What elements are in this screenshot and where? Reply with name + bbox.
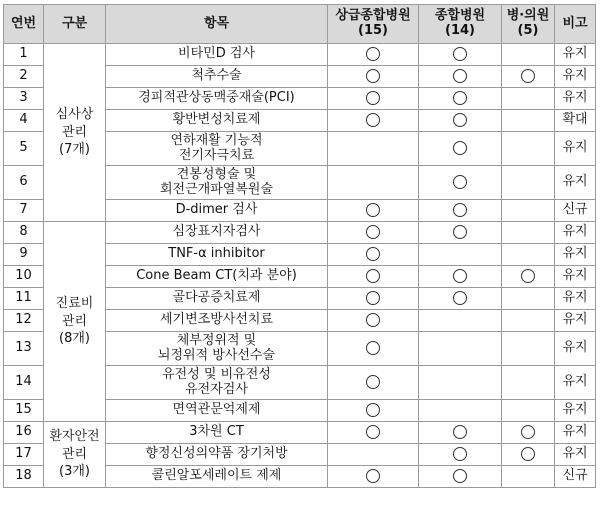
clinic-mark-cell — [502, 222, 555, 244]
item-label: 심장표지자검사 — [172, 224, 261, 240]
row-number: 14 — [4, 366, 44, 400]
circle-mark-icon — [453, 175, 467, 189]
table-row — [4, 222, 596, 244]
note-cell: 유지 — [555, 88, 596, 110]
item-label: 척추수술 — [191, 68, 242, 84]
clinic-mark-cell — [502, 466, 555, 488]
note-cell: 유지 — [555, 132, 596, 166]
note-cell: 신규 — [555, 466, 596, 488]
circle-mark-icon — [366, 291, 380, 305]
item-label: 유전성 및 비유전성 — [162, 366, 271, 382]
header-tertiary-hospital — [328, 5, 419, 44]
tertiary-mark-cell — [328, 444, 419, 466]
row-number: 2 — [4, 66, 44, 88]
tertiary-mark-cell — [328, 288, 419, 310]
circle-mark-icon — [366, 269, 380, 283]
item-label: 비타민D 검사 — [178, 46, 255, 62]
item-label: 골다공증치료제 — [172, 290, 261, 306]
row-number: 7 — [4, 200, 44, 222]
item-label: 세기변조방사선치료 — [159, 312, 274, 328]
circle-mark-icon — [366, 313, 380, 327]
item-cell — [106, 66, 328, 88]
category-label: 관리 — [61, 446, 88, 462]
item-cell — [106, 310, 328, 332]
clinic-mark-cell — [502, 66, 555, 88]
clinic-mark-cell — [502, 44, 555, 66]
general-mark-cell — [419, 444, 502, 466]
note-cell: 유지 — [555, 66, 596, 88]
circle-mark-icon — [366, 69, 380, 83]
row-number: 15 — [4, 400, 44, 422]
item-cell — [106, 366, 328, 400]
circle-mark-icon — [453, 113, 467, 127]
general-mark-cell — [419, 288, 502, 310]
table-row — [4, 44, 596, 66]
clinic-mark-cell — [502, 310, 555, 332]
category-cell — [44, 422, 106, 488]
tertiary-mark-cell — [328, 422, 419, 444]
tertiary-mark-cell — [328, 466, 419, 488]
header-no: 연번 — [4, 5, 44, 44]
general-mark-cell — [419, 366, 502, 400]
header-row — [4, 5, 596, 44]
header-item: 항목 — [106, 5, 328, 44]
header-note: 비고 — [555, 5, 596, 44]
circle-mark-icon — [453, 269, 467, 283]
tertiary-mark-cell — [328, 110, 419, 132]
table-body — [4, 44, 596, 488]
clinic-mark-cell — [502, 110, 555, 132]
header-clinic — [502, 5, 555, 44]
circle-mark-icon — [366, 225, 380, 239]
tertiary-mark-cell — [328, 266, 419, 288]
row-number: 1 — [4, 44, 44, 66]
note-cell: 유지 — [555, 366, 596, 400]
category-label: 환자안전 — [49, 429, 100, 445]
note-cell: 유지 — [555, 332, 596, 366]
item-label: 황반변성치료제 — [172, 112, 261, 128]
item-cell — [106, 88, 328, 110]
item-cell — [106, 444, 328, 466]
item-cell — [106, 266, 328, 288]
row-number: 3 — [4, 88, 44, 110]
circle-mark-icon — [521, 425, 535, 439]
clinic-mark-cell — [502, 266, 555, 288]
circle-mark-icon — [453, 469, 467, 483]
item-label: 체부정위적 및 — [176, 332, 257, 348]
row-number: 11 — [4, 288, 44, 310]
note-cell: 확대 — [555, 110, 596, 132]
circle-mark-icon — [366, 375, 380, 389]
item-label: TNF-α inhibitor — [168, 246, 265, 262]
tertiary-mark-cell — [328, 88, 419, 110]
general-mark-cell — [419, 400, 502, 422]
general-mark-cell — [419, 222, 502, 244]
item-label: 연하재활 기능적 — [170, 132, 263, 148]
item-label: 면역관문억제제 — [172, 402, 261, 418]
item-cell — [106, 44, 328, 66]
tertiary-mark-cell — [328, 332, 419, 366]
general-mark-cell — [419, 244, 502, 266]
clinic-mark-cell — [502, 200, 555, 222]
category-label: (3개) — [59, 464, 90, 480]
item-cell — [106, 400, 328, 422]
item-label: 회전근개파열복원술 — [159, 181, 274, 197]
clinic-mark-cell — [502, 132, 555, 166]
circle-mark-icon — [366, 91, 380, 105]
category-label: 관리 — [61, 313, 88, 329]
note-cell: 유지 — [555, 444, 596, 466]
item-label: 전기자극치료 — [178, 147, 255, 163]
row-number: 8 — [4, 222, 44, 244]
item-cell — [106, 110, 328, 132]
clinic-mark-cell — [502, 166, 555, 200]
clinic-mark-cell — [502, 288, 555, 310]
general-mark-cell — [419, 332, 502, 366]
clinic-mark-cell — [502, 332, 555, 366]
general-mark-cell — [419, 466, 502, 488]
note-cell: 유지 — [555, 400, 596, 422]
item-label: 3차원 CT — [189, 424, 244, 440]
row-number: 17 — [4, 444, 44, 466]
row-number: 9 — [4, 244, 44, 266]
note-cell: 유지 — [555, 166, 596, 200]
circle-mark-icon — [521, 69, 535, 83]
circle-mark-icon — [366, 247, 380, 261]
circle-mark-icon — [453, 425, 467, 439]
item-cell — [106, 466, 328, 488]
tertiary-mark-cell — [328, 200, 419, 222]
circle-mark-icon — [453, 225, 467, 239]
header-category: 구분 — [44, 5, 106, 44]
clinic-mark-cell — [502, 444, 555, 466]
circle-mark-icon — [453, 203, 467, 217]
header-clinic-label: 병·의원 — [506, 8, 550, 24]
note-cell: 유지 — [555, 422, 596, 444]
row-number: 6 — [4, 166, 44, 200]
general-mark-cell — [419, 110, 502, 132]
clinic-mark-cell — [502, 422, 555, 444]
item-cell — [106, 422, 328, 444]
circle-mark-icon — [453, 291, 467, 305]
tertiary-mark-cell — [328, 400, 419, 422]
clinic-mark-cell — [502, 244, 555, 266]
header-clinic-count: (5) — [517, 23, 539, 38]
general-mark-cell — [419, 44, 502, 66]
tertiary-mark-cell — [328, 222, 419, 244]
row-number: 16 — [4, 422, 44, 444]
circle-mark-icon — [453, 47, 467, 61]
item-cell — [106, 332, 328, 366]
tertiary-mark-cell — [328, 166, 419, 200]
tertiary-mark-cell — [328, 44, 419, 66]
category-label: 관리 — [61, 124, 88, 140]
general-mark-cell — [419, 422, 502, 444]
table-row — [4, 422, 596, 444]
circle-mark-icon — [366, 425, 380, 439]
tertiary-mark-cell — [328, 244, 419, 266]
category-cell — [44, 44, 106, 222]
note-cell: 유지 — [555, 310, 596, 332]
row-number: 12 — [4, 310, 44, 332]
tertiary-mark-cell — [328, 66, 419, 88]
general-mark-cell — [419, 310, 502, 332]
note-cell: 유지 — [555, 266, 596, 288]
header-general-hospital — [419, 5, 502, 44]
header-tertiary-count: (15) — [358, 23, 388, 38]
item-label: 콜린알포세레이트 제제 — [151, 468, 282, 484]
category-label: 진료비 — [55, 296, 94, 312]
row-number: 13 — [4, 332, 44, 366]
item-cell — [106, 244, 328, 266]
general-mark-cell — [419, 66, 502, 88]
item-label: 유전자검사 — [185, 381, 248, 397]
row-number: 5 — [4, 132, 44, 166]
item-label: 향정신성의약품 장기처방 — [145, 446, 288, 462]
item-cell — [106, 200, 328, 222]
general-mark-cell — [419, 166, 502, 200]
circle-mark-icon — [453, 447, 467, 461]
row-number: 18 — [4, 466, 44, 488]
item-cell — [106, 166, 328, 200]
review-items-table — [3, 4, 596, 488]
row-number: 4 — [4, 110, 44, 132]
circle-mark-icon — [366, 113, 380, 127]
category-label: (8개) — [59, 331, 90, 347]
circle-mark-icon — [453, 141, 467, 155]
circle-mark-icon — [521, 447, 535, 461]
item-cell — [106, 132, 328, 166]
clinic-mark-cell — [502, 88, 555, 110]
item-label: 경피적관상동맥중재술(PCI) — [138, 90, 295, 106]
note-cell: 유지 — [555, 244, 596, 266]
item-cell — [106, 222, 328, 244]
circle-mark-icon — [453, 69, 467, 83]
general-mark-cell — [419, 200, 502, 222]
row-number: 10 — [4, 266, 44, 288]
header-general-count: (14) — [445, 23, 475, 38]
item-label: 뇌정위적 방사선수술 — [157, 347, 276, 363]
item-label: Cone Beam CT(치과 분야) — [136, 268, 297, 284]
category-label: 심사상 — [55, 107, 94, 123]
circle-mark-icon — [366, 47, 380, 61]
note-cell: 유지 — [555, 288, 596, 310]
note-cell: 유지 — [555, 222, 596, 244]
header-general-label: 종합병원 — [434, 8, 486, 24]
category-label: (7개) — [59, 142, 90, 158]
note-cell: 신규 — [555, 200, 596, 222]
circle-mark-icon — [366, 403, 380, 417]
general-mark-cell — [419, 88, 502, 110]
category-cell — [44, 222, 106, 422]
item-label: D-dimer 검사 — [175, 202, 258, 218]
tertiary-mark-cell — [328, 310, 419, 332]
circle-mark-icon — [366, 341, 380, 355]
circle-mark-icon — [366, 469, 380, 483]
general-mark-cell — [419, 132, 502, 166]
circle-mark-icon — [453, 91, 467, 105]
header-tertiary-label: 상급종합병원 — [335, 8, 411, 24]
item-cell — [106, 288, 328, 310]
circle-mark-icon — [366, 203, 380, 217]
tertiary-mark-cell — [328, 366, 419, 400]
item-label: 견봉성형술 및 — [176, 166, 257, 182]
clinic-mark-cell — [502, 400, 555, 422]
circle-mark-icon — [521, 269, 535, 283]
clinic-mark-cell — [502, 366, 555, 400]
general-mark-cell — [419, 266, 502, 288]
note-cell: 유지 — [555, 44, 596, 66]
tertiary-mark-cell — [328, 132, 419, 166]
